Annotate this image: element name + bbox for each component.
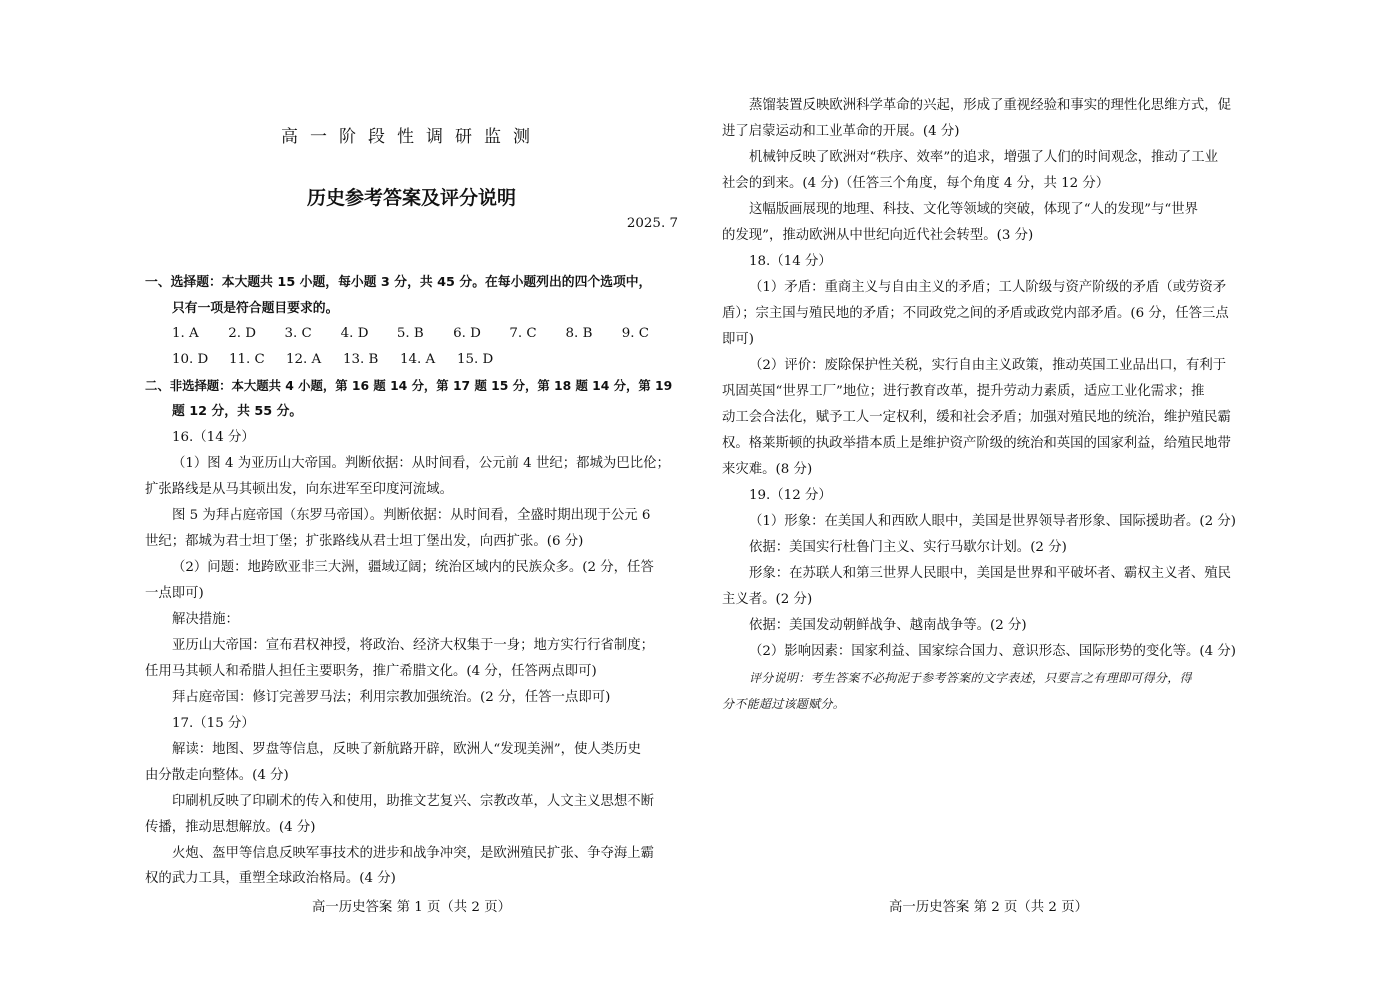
section1-heading-cont: 只有一项是符合题目要求的。 [172, 301, 339, 316]
text-line: 权。格莱斯顿的执政举措本质上是维护资产阶级的统治和英国的国家利益，给殖民地带 [722, 436, 1231, 451]
text-line: 主义者。(2 分) [722, 592, 813, 607]
text-line: （2）问题：地跨欧亚非三大洲，疆域辽阔；统治区域内的民族众多。(2 分，任答 [172, 560, 654, 575]
text-line: 解读：地图、罗盘等信息，反映了新航路开辟，欧洲人“发现美洲”，使人类历史 [172, 742, 641, 757]
text-line: 传播，推动思想解放。(4 分) [145, 820, 316, 835]
answer-6: 6. D [453, 326, 481, 341]
answer-15: 15. D [457, 352, 494, 367]
answer-13: 13. B [343, 352, 379, 367]
answer-1: 1. A [172, 326, 199, 341]
text-line: 的发现”，推动欧洲从中世纪向近代社会转型。(3 分) [722, 228, 1034, 243]
text-line: 权的武力工具，重塑全球政治格局。(4 分) [145, 871, 396, 886]
document-date: 2025. 7 [626, 216, 678, 231]
text-line: 亚历山大帝国：宣布君权神授，将政治、经济大权集于一身；地方实行行省制度； [172, 638, 655, 653]
answer-5: 5. B [396, 326, 424, 341]
text-line: 解决措施： [172, 612, 239, 627]
grading-note: 评分说明：考生答案不必拘泥于参考答案的文字表述，只要言之有理即可得分，得 [749, 671, 1192, 685]
text-line: 社会的到来。(4 分)（任答三个角度，每个角度 4 分，共 12 分） [722, 176, 1110, 191]
answer-12: 12. A [286, 352, 322, 367]
text-line: 盾）；宗主国与殖民地的矛盾；不同政党之间的矛盾或政党内部矛盾。(6 分，任答三点 [722, 306, 1229, 321]
text-line: 形象：在苏联人和第三世界人民眼中，美国是世界和平破坏者、霸权主义者、殖民 [749, 566, 1232, 581]
text-line: 依据：美国发动朝鲜战争、越南战争等。(2 分) [749, 618, 1027, 633]
text-line: 任用马其顿人和希腊人担任主要职务，推广希腊文化。(4 分，任答两点即可) [145, 664, 597, 679]
document-title: 历史参考答案及评分说明 [306, 187, 516, 209]
answer-14: 14. A [400, 352, 436, 367]
grading-note-cont: 分不能超过该题赋分。 [722, 697, 846, 711]
text-line: 机械钟反映了欧洲对“秩序、效率”的追求，增强了人们的时间观念，推动了工业 [749, 150, 1218, 165]
answer-8: 8. B [565, 326, 593, 341]
answer-10: 10. D [172, 352, 209, 367]
text-line: 巩固英国“世界工厂”地位；进行教育改革，提升劳动力素质，适应工业化需求；推 [722, 384, 1205, 399]
q18-heading: 18.（14 分） [749, 254, 832, 269]
text-line: 依据：美国实行杜鲁门主义、实行马歇尔计划。(2 分) [749, 540, 1067, 555]
text-line: 进了启蒙运动和工业革命的开展。(4 分) [722, 124, 960, 139]
section2-heading: 二、非选择题：本大题共 4 小题，第 16 题 14 分，第 17 题 15 分，第 18 题 14 分，第 19 [145, 379, 673, 393]
answer-7: 7. C [509, 326, 537, 341]
answer-2: 2. D [228, 326, 256, 341]
page-1-footer: 高一历史答案 第 1 页（共 2 页） [311, 900, 511, 915]
text-line: （1）矛盾：重商主义与自由主义的矛盾；工人阶级与资产阶级的矛盾（或劳资矛 [749, 280, 1227, 295]
text-line: 蒸馏装置反映欧洲科学革命的兴起，形成了重视经验和事实的理性化思维方式，促 [749, 98, 1232, 113]
text-line: 即可) [722, 332, 755, 347]
section1-heading: 一、选择题：本大题共 15 小题，每小题 3 分，共 45 分。在每小题列出的四个选项中， [145, 275, 652, 290]
q17-heading: 17.（15 分） [172, 716, 255, 731]
text-line: （1）形象：在美国人和西欧人眼中，美国是世界领导者形象、国际援助者。(2 分) [749, 514, 1237, 529]
answers-row-2 [145, 347, 678, 373]
answer-9: 9. C [621, 326, 650, 341]
answer-3: 3. C [284, 326, 312, 341]
text-line: 这幅版画展现的地理、科技、文化等领域的突破，体现了“人的发现”与“世界 [749, 202, 1199, 217]
text-line: （2）影响因素：国家利益、国家综合国力、意识形态、国际形势的变化等。(4 分) [749, 644, 1237, 659]
text-line: 世纪；都城为君士坦丁堡；扩张路线从君士坦丁堡出发，向西扩张。(6 分) [145, 534, 584, 549]
text-line: 火炮、盔甲等信息反映军事技术的进步和战争冲突，是欧洲殖民扩张、争夺海上霸 [172, 846, 655, 861]
section2-heading-cont: 题 12 分，共 55 分。 [172, 404, 303, 419]
answers-row-1 [145, 321, 678, 347]
text-line: 由分散走向整体。(4 分) [145, 768, 289, 783]
text-line: 动工会合法化，赋予工人一定权利，缓和社会矛盾；加强对殖民地的统治，维护殖民霸 [722, 410, 1231, 425]
answer-11: 11. C [229, 352, 265, 367]
text-line: 来灾难。(8 分) [722, 462, 813, 477]
text-line: 扩张路线是从马其顿出发，向东进军至印度河流域。 [145, 482, 453, 497]
answer-4: 4. D [340, 326, 369, 341]
document-subtitle: 高一阶段性调研监测 [281, 127, 542, 147]
q16-heading: 16.（14 分） [172, 430, 255, 445]
text-line: （2）评价：废除保护性关税，实行自由主义政策，推动英国工业品出口，有利于 [749, 358, 1227, 373]
text-line: 拜占庭帝国：修订完善罗马法；利用宗教加强统治。(2 分，任答一点即可) [172, 690, 611, 705]
page-2-footer: 高一历史答案 第 2 页（共 2 页） [888, 900, 1088, 915]
text-line: 印刷机反映了印刷术的传入和使用，助推文艺复兴、宗教改革，人文主义思想不断 [172, 794, 655, 809]
text-line: 图 5 为拜占庭帝国（东罗马帝国）。判断依据：从时间看，全盛时期出现于公元 6 [172, 508, 651, 523]
text-line: （1）图 4 为亚历山大帝国。判断依据：从时间看，公元前 4 世纪；都城为巴比伦； [172, 456, 670, 471]
text-line: 一点即可) [145, 586, 204, 601]
q19-heading: 19.（12 分） [749, 488, 832, 503]
